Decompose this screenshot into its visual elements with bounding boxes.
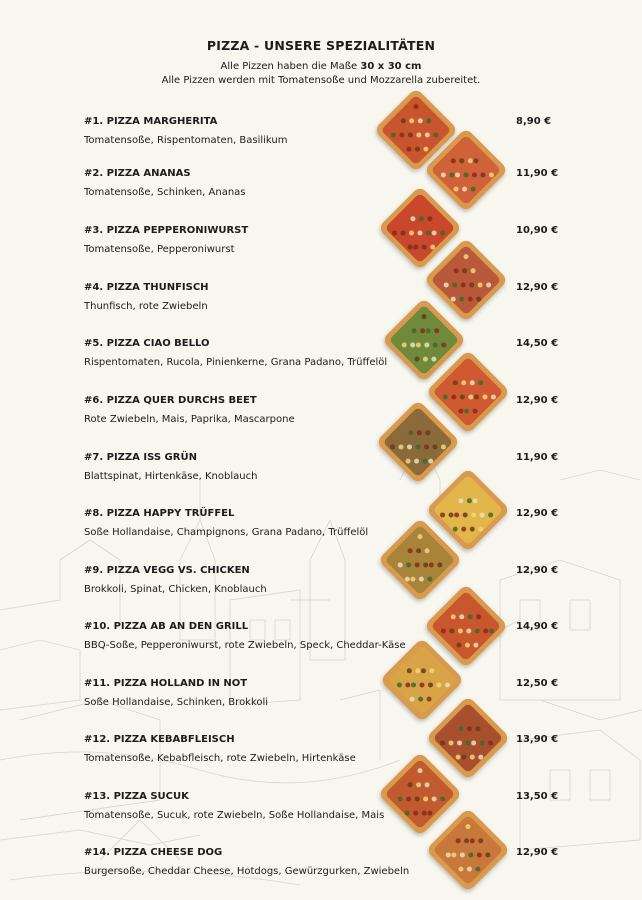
menu-item: [84, 452, 564, 496]
pizza-ingredients: Rispentomaten, Rucola, Pinienkerne, Grana Padano, Trüffelöl: [84, 357, 388, 368]
menu-item: [84, 791, 564, 835]
pizza-ingredients: Thunfisch, rote Zwiebeln: [84, 301, 208, 312]
pizza-ingredients: Tomatensoße, Pepperoniwurst: [84, 244, 235, 255]
menu-item: [84, 565, 564, 609]
pizza-price: 10,90 €: [516, 225, 559, 236]
pizza-name: #12. PIZZA KEBABFLEISCH: [84, 734, 235, 745]
pizza-ingredients: Brokkoli, Spinat, Chicken, Knoblauch: [84, 584, 267, 595]
pizza-name: #4. PIZZA THUNFISCH: [84, 282, 209, 293]
pizza-name: #3. PIZZA PEPPERONIWURST: [84, 225, 249, 236]
pizza-ingredients: Soße Hollandaise, Schinken, Brokkoli: [84, 697, 269, 708]
pizza-price: 13,50 €: [516, 791, 559, 802]
pizza-ingredients: BBQ-Soße, Pepperoniwurst, rote Zwiebeln, Speck, Cheddar-Käse: [84, 640, 406, 651]
pizza-name: #6. PIZZA QUER DURCHS BEET: [84, 395, 257, 406]
pizza-price: 12,90 €: [516, 508, 559, 519]
pizza-price: 12,90 €: [516, 282, 559, 293]
pizza-ingredients: Tomatensoße, Rispentomaten, Basilikum: [84, 135, 288, 146]
size-prefix: Alle Pizzen haben die Maße: [220, 61, 358, 72]
pizza-price: 11,90 €: [516, 168, 559, 179]
pizza-price: 12,90 €: [516, 395, 559, 406]
pizza-price: 14,50 €: [516, 338, 559, 349]
pizza-price: 14,90 €: [516, 621, 559, 632]
pizza-name: #14. PIZZA CHEESE DOG: [84, 847, 223, 858]
menu-header: [0, 38, 642, 86]
pizza-ingredients: Burgersoße, Cheddar Cheese, Hotdogs, Gewürzgurken, Zwiebeln: [84, 866, 410, 877]
pizza-price: 8,90 €: [516, 116, 552, 127]
pizza-price: 11,90 €: [516, 452, 559, 463]
page-title: PIZZA - UNSERE SPEZIALITÄTEN: [206, 38, 436, 53]
pizza-name: #2. PIZZA ANANAS: [84, 168, 191, 179]
pizza-name: #10. PIZZA AB AN DEN GRILL: [84, 621, 249, 632]
pizza-price: 12,50 €: [516, 678, 559, 689]
pizza-name: #5. PIZZA CIAO BELLO: [84, 338, 210, 349]
pizza-price: 12,90 €: [516, 847, 559, 858]
size-info: [0, 61, 642, 72]
menu-item: [84, 678, 564, 722]
pizza-ingredients: Blattspinat, Hirtenkäse, Knoblauch: [84, 471, 258, 482]
pizza-price: 12,90 €: [516, 565, 559, 576]
menu-item: [84, 225, 564, 269]
pizza-ingredients: Tomatensoße, Kebabfleisch, rote Zwiebeln, Hirtenkäse: [84, 753, 356, 764]
pizza-name: #7. PIZZA ISS GRÜN: [84, 452, 197, 463]
pizza-name: #8. PIZZA HAPPY TRÜFFEL: [84, 508, 235, 519]
pizza-ingredients: Tomatensoße, Sucuk, rote Zwiebeln, Soße Hollandaise, Mais: [84, 810, 385, 821]
pizza-name: #9. PIZZA VEGG VS. CHICKEN: [84, 565, 250, 576]
pizza-ingredients: Soße Hollandaise, Champignons, Grana Padano, Trüffelöl: [84, 527, 369, 538]
ingredients-note: Alle Pizzen werden mit Tomatensoße und Mozzarella zubereitet.: [161, 75, 481, 86]
pizza-name: #11. PIZZA HOLLAND IN NOT: [84, 678, 248, 689]
pizza-price: 13,90 €: [516, 734, 559, 745]
pizza-name: #13. PIZZA SUCUK: [84, 791, 189, 802]
size-value: 30 x 30 cm: [360, 61, 422, 72]
pizza-ingredients: Rote Zwiebeln, Mais, Paprika, Mascarpone: [84, 414, 295, 425]
pizza-ingredients: Tomatensoße, Schinken, Ananas: [84, 187, 246, 198]
pizza-name: #1. PIZZA MARGHERITA: [84, 116, 218, 127]
